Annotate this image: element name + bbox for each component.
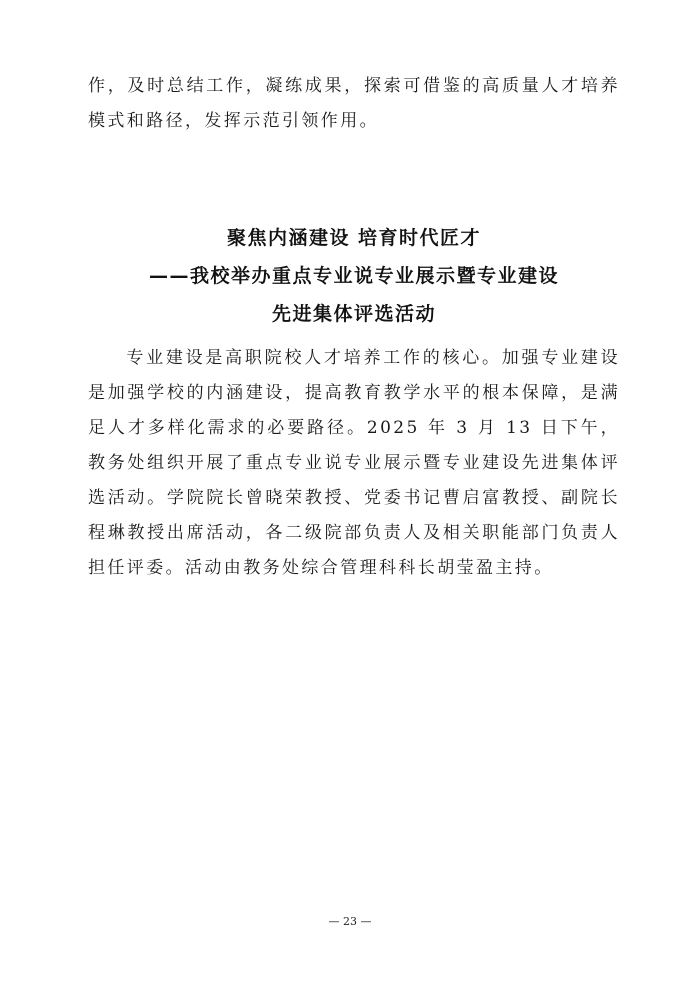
article-title-line-2: ——我校举办重点专业说专业展示暨专业建设 — [148, 265, 559, 287]
article-title — [88, 219, 620, 333]
article-title-line-3: 先进集体评选活动 — [271, 303, 436, 325]
article-title-line-1: 聚焦内涵建设 培育时代匠才 — [226, 227, 482, 249]
article-body-paragraph — [88, 341, 620, 586]
page-number: — 23 — — [328, 915, 372, 928]
continued-paragraph: 作，及时总结工作，凝练成果，探索可借鉴的高质量人才培养模式和路径，发挥示范引领作用。 — [88, 76, 620, 131]
article-body-text: 专业建设是高职院校人才培养工作的核心。加强专业建设是加强学校的内涵建设，提高教育教学水平的根本保障，是满足人才多样化需求的必要路径。2025 年 3 月 13 日下午，教务处组织开展了重点专业说专业展示暨专业建设先进集体评选活动。学院院长曾晓荣教授、党委书记曹启富教授、副院长程琳教授出席活动，各二级院部负责人及相关职能部门负责人担任评委。活动由教务处综合管理科科长胡莹盈主持。 — [88, 348, 620, 578]
